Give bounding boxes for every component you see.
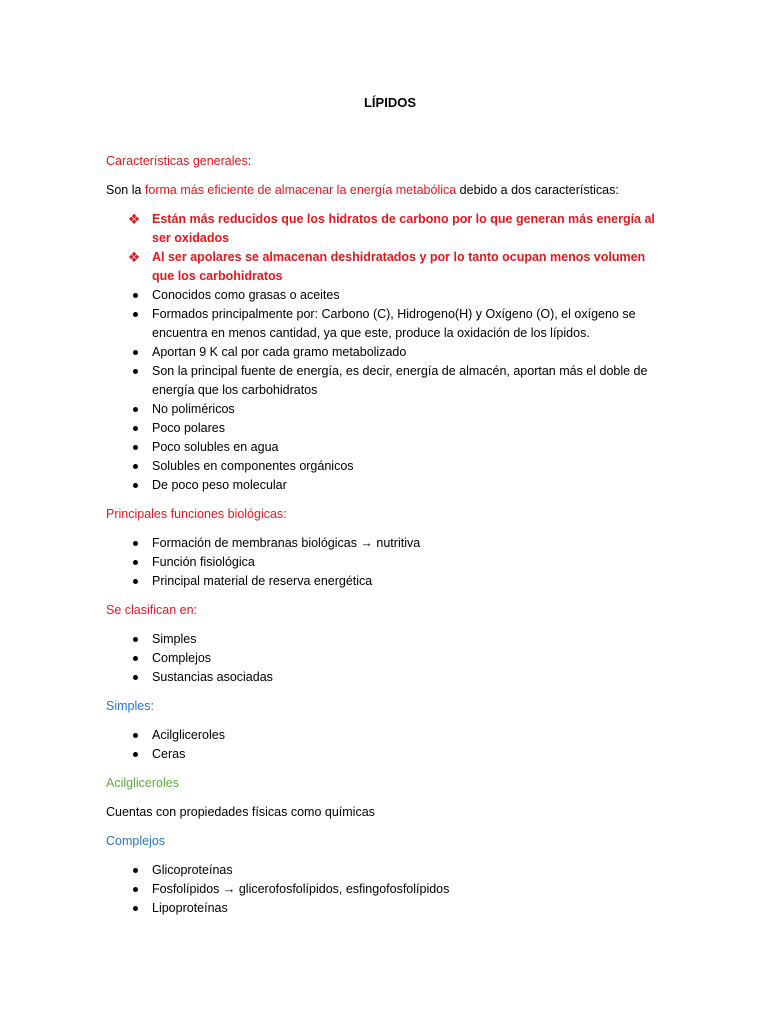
list-item-text: No poliméricos [152, 402, 235, 416]
list-item-text: Sustancias asociadas [152, 670, 273, 684]
list-item [106, 726, 668, 745]
list-item [106, 861, 668, 880]
list-item [106, 343, 668, 362]
list-item-text: Complejos [152, 651, 212, 665]
list-item [106, 899, 668, 918]
clasifican-heading: Se clasifican en: [106, 603, 198, 617]
list-item [106, 880, 668, 899]
list-item [106, 305, 668, 343]
list-item-text: Son la principal fuente de energía, es decir, energía de almacén, aportan más el doble de energía que los carbohidratos [152, 364, 648, 397]
caracteristicas-heading-text: Características generales [106, 154, 248, 168]
diamond-bullet-icon: ❖ [127, 249, 141, 265]
list-item-text: Aportan 9 K cal por cada gramo metabolizado [152, 345, 407, 359]
list-item [106, 248, 668, 286]
list-item-text: Glicoproteínas [152, 863, 233, 877]
list-item [106, 572, 668, 591]
list-item-text: Están más reducidos que los hidratos de carbono por lo que generan más energía al ser oxidados [152, 212, 655, 245]
list-item-text: De poco peso molecular [152, 478, 287, 492]
list-item [106, 210, 668, 248]
intro-highlight: forma más eficiente de almacenar la energía metabólica [144, 183, 457, 197]
funciones-heading: Principales funciones biológicas: [106, 507, 287, 521]
complejos-list [106, 861, 668, 918]
funciones-list [106, 534, 668, 591]
list-item [106, 457, 668, 476]
list-item-text: Poco solubles en agua [152, 440, 279, 454]
list-item [106, 553, 668, 572]
caracteristicas-intro [106, 181, 668, 200]
intro-pre: Son la [106, 183, 145, 197]
list-item-text: Solubles en componentes orgánicos [152, 459, 354, 473]
list-item-text: Al ser apolares se almacenan deshidratados y por lo tanto ocupan menos volumen que los carbohidratos [152, 250, 646, 283]
list-item [106, 362, 668, 400]
caracteristicas-list [106, 210, 668, 495]
list-item-text: Simples [152, 632, 197, 646]
list-item-text: Lipoproteínas [152, 901, 228, 915]
simples-heading: Simples: [106, 699, 154, 713]
list-item [106, 630, 668, 649]
list-item [106, 286, 668, 305]
list-item-text: Conocidos como grasas o aceites [152, 288, 340, 302]
list-item-text: Función fisiológica [152, 555, 255, 569]
complejos-heading: Complejos [106, 834, 166, 848]
list-item-text: Principal material de reserva energética [152, 574, 373, 588]
list-item [106, 419, 668, 438]
page-title: LÍPIDOS [363, 95, 416, 110]
list-item [106, 438, 668, 457]
list-item-text: Ceras [152, 747, 186, 761]
list-item [106, 476, 668, 495]
acilgliceroles-text: Cuentas con propiedades físicas como químicas [106, 805, 375, 819]
acilgliceroles-heading: Acilgliceroles [106, 776, 179, 790]
list-item-text: Poco polares [152, 421, 225, 435]
clasifican-list [106, 630, 668, 687]
list-item-text: Formados principalmente por: Carbono (C), Hidrogeno(H) y Oxígeno (O), el oxígeno se encuentra en menos cantidad, ya que este, produce la oxidación de los lípidos. [152, 307, 636, 340]
list-item [106, 745, 668, 764]
list-item [106, 668, 668, 687]
list-item-text: Formación de membranas biológicas → nutritiva [152, 536, 421, 550]
list-item-text: Acilgliceroles [152, 728, 225, 742]
simples-list [106, 726, 668, 764]
caracteristicas-heading-colon: : [247, 154, 252, 168]
intro-post: debido a dos características: [456, 183, 619, 197]
caracteristicas-heading [106, 152, 668, 171]
diamond-bullet-icon: ❖ [127, 211, 141, 227]
list-item [106, 534, 668, 553]
list-item-text: Fosfolípidos → glicerofosfolípidos, esfingofosfolípidos [152, 882, 450, 896]
list-item [106, 400, 668, 419]
list-item [106, 649, 668, 668]
